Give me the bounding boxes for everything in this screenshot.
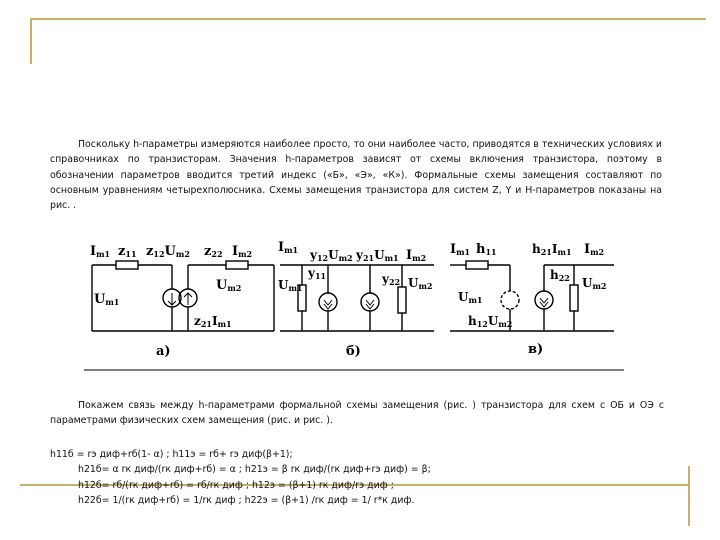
formula-line: h12б= rб/(rк диф+rб) = rб/rк диф ; h12э = (β+1) rк диф/rэ диф ;	[78, 479, 394, 491]
label-c-h12um2: h12Um2	[468, 314, 513, 329]
label-a-z11: z11	[118, 244, 137, 259]
label-b-y11: y11	[308, 266, 327, 281]
label-c-um1: Um1	[458, 290, 483, 305]
label-a-im1: Im1	[90, 244, 111, 259]
formula-block	[50, 447, 670, 508]
formula-line: h11б = rэ диф+rб(1- α) ; h11э = rб+ rэ диф(β+1);	[50, 449, 293, 460]
label-c-im2: Im2	[584, 242, 605, 257]
paragraph-intro: Поскольку h-параметры измеряются наиболее просто, то они наиболее часто, приводятся в технических условиях и справочниках по транзисторам. Значения h-параметров зависят от схемы включения транзистора, поэтому в обозначении параметров вводится третий индекс («Б», «Э», «К»). Формальные схемы замещения составляют по основным уравнениям четырехполюсника. Схемы замещения транзистора для систем Z, Y и H-параметров показаны на рис. .	[50, 139, 662, 212]
caption-b: б)	[346, 344, 361, 359]
formula-line: h22б= 1/(rк диф+rб) = 1/rк диф ; h22э = (β+1) /rк диф = 1/ r*к диф.	[78, 494, 415, 506]
equivalent-circuits-figure	[84, 227, 624, 372]
label-b-im1: Im1	[278, 240, 299, 255]
label-c-h21im1: h21Im1	[532, 242, 572, 257]
label-a-z21im1: z21Im1	[194, 314, 232, 329]
caption-c: в)	[528, 342, 544, 357]
decor-left-line	[30, 18, 32, 64]
label-c-h11: h11	[476, 242, 497, 257]
label-a-um1: Um1	[94, 292, 120, 307]
label-b-im2: Im2	[406, 248, 427, 263]
label-b-um2: Um2	[408, 276, 433, 291]
label-a-um2: Um2	[216, 278, 242, 293]
caption-a: а)	[156, 344, 171, 359]
label-a-z12um2: z12Um2	[146, 244, 190, 259]
label-a-z22: z22	[204, 244, 223, 259]
decor-right-line	[688, 466, 690, 526]
label-a-im2: Im2	[232, 244, 253, 259]
label-b-y22: y22	[382, 272, 401, 287]
label-b-um1: Um1	[278, 278, 303, 293]
label-c-im1: Im1	[450, 242, 471, 257]
decor-top-line	[30, 18, 706, 20]
label-b-y12um2: y12Um2	[310, 248, 353, 263]
formula-line: h21б= α rк диф/(rк диф+rб) = α ; h21э = β rк диф/(rк диф+rэ диф) = β;	[78, 464, 431, 476]
label-b-y21um1: y21Um1	[356, 248, 399, 263]
paragraph-relation: Покажем связь между h-параметрами формальной схемы замещения (рис. ) транзистора для схем с ОБ и ОЭ с параметрами физических схем замещения (рис. и рис. ).	[50, 400, 664, 427]
label-c-um2: Um2	[582, 276, 607, 291]
label-c-h22: h22	[550, 268, 570, 283]
